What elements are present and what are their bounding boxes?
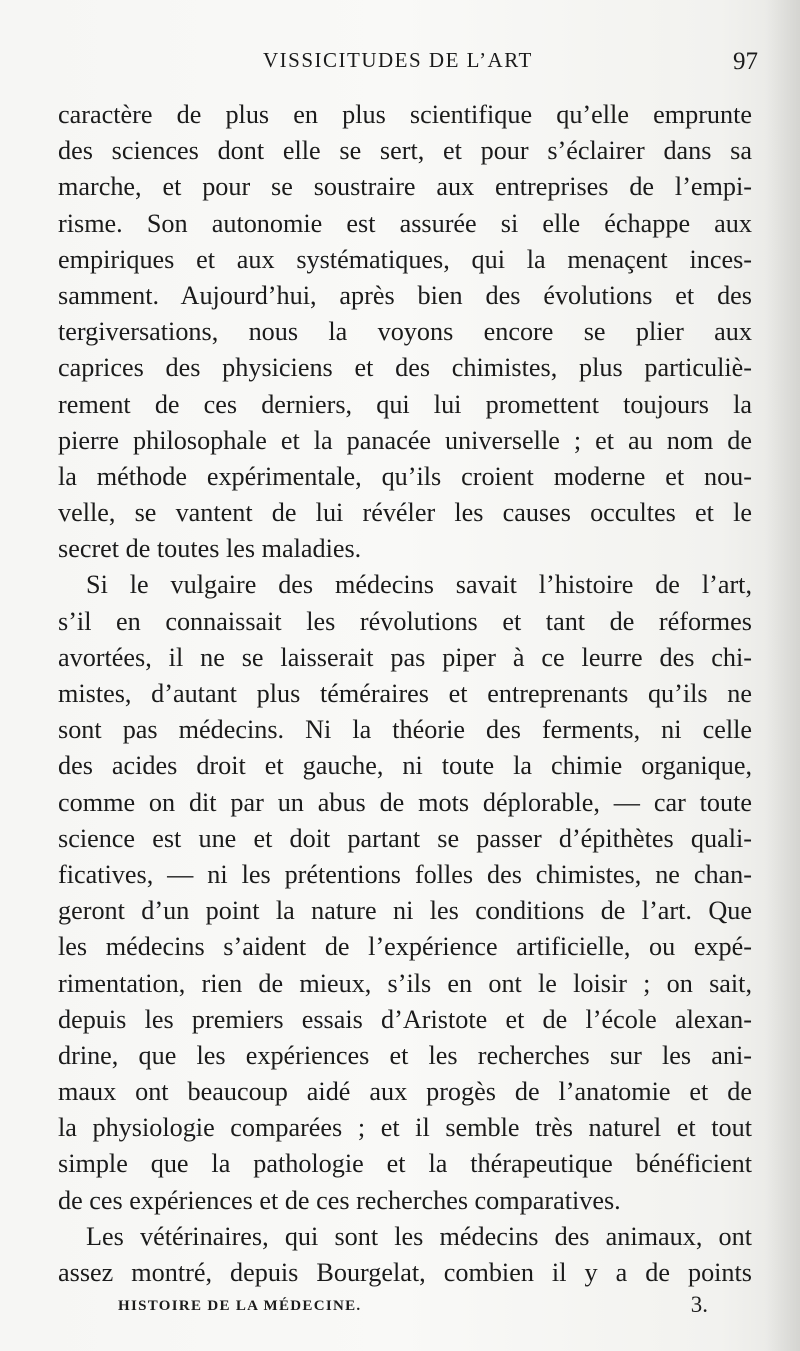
text-line: caractère de plus en plus scientifique qu’elle emprunte [58, 100, 752, 129]
text-line: marche, et pour se soustraire aux entreprises de l’empi- [58, 172, 752, 202]
text-line: les médecins s’aident de l’expérience artificielle, ou expé- [58, 932, 752, 962]
paragraph-end-line: de ces expériences et de ces recherches comparatives. [58, 1185, 621, 1215]
text-line: risme. Son autonomie est assurée si elle échappe aux [58, 208, 752, 238]
paragraph-start-line: Les vétérinaires, qui sont les médecins des animaux, ont [86, 1221, 752, 1251]
text-line: empiriques et aux systématiques, qui la menaçent inces- [58, 244, 752, 274]
body-text [58, 97, 752, 1291]
text-line: samment. Aujourd’hui, après bien des évolutions et des [58, 280, 752, 310]
text-line: assez montré, depuis Bourgelat, combien il y a de points [58, 1258, 752, 1287]
text-line: des sciences dont elle se sert, et pour s’éclairer dans sa [58, 136, 752, 166]
text-line: tergiversations, nous la voyons encore se plier aux [58, 317, 752, 347]
text-line: la physiologie comparées ; et il semble très naturel et tout [58, 1113, 752, 1143]
paragraph-end-line: secret de toutes les maladies. [58, 534, 362, 564]
text-line: comme on dit par un abus de mots déplorable, — car toute [58, 787, 752, 817]
text-line: mistes, d’autant plus téméraires et entreprenants qu’ils ne [58, 679, 752, 708]
text-line: depuis les premiers essais d’Aristote et de l’école alexan- [58, 1004, 752, 1034]
paragraph-start-line: Si le vulgaire des médecins savait l’histoire de l’art, [86, 570, 752, 600]
text-line: sont pas médecins. Ni la théorie des ferments, ni celle [58, 715, 752, 745]
page-edge-shadow [766, 0, 800, 1351]
signature-number: 3. [690, 1292, 708, 1317]
page-number: 97 [733, 48, 758, 75]
text-line: s’il en connaissait les révolutions et tant de réformes [58, 606, 752, 636]
text-line: rement de ces derniers, qui lui promettent toujours la [58, 389, 752, 419]
text-line: drine, que les expériences et les recherches sur les ani- [58, 1040, 752, 1070]
text-line: pierre philosophale et la panacée universelle ; et au nom de [58, 425, 752, 455]
signature-title: HISTOIRE DE LA MÉDECINE. [118, 1298, 362, 1314]
text-line: science est une et doit partant se passer d’épithètes quali- [58, 823, 752, 853]
running-title: VISSICITUDES DE L’ART [263, 48, 533, 72]
text-line: caprices des physiciens et des chimistes, plus particuliè- [58, 353, 752, 383]
text-line: la méthode expérimentale, qu’ils croient moderne et nou- [58, 461, 752, 491]
text-line: avortées, il ne se laisserait pas piper à ce leurre des chi- [58, 642, 752, 672]
text-line: ficatives, — ni les prétentions folles des chimistes, ne chan- [58, 859, 752, 889]
text-line: maux ont beaucoup aidé aux progès de l’anatomie et de [58, 1077, 752, 1107]
running-head [58, 48, 758, 82]
signature-footer [118, 1292, 708, 1322]
text-line: rimentation, rien de mieux, s’ils en ont le loisir ; on sait, [58, 968, 752, 998]
text-line: geront d’un point la nature ni les conditions de l’art. Que [58, 896, 752, 926]
text-line: simple que la pathologie et la thérapeutique bénéficient [58, 1149, 752, 1179]
text-line: velle, se vantent de lui révéler les causes occultes et le [58, 498, 752, 528]
text-line: des acides droit et gauche, ni toute la chimie organique, [58, 751, 752, 781]
